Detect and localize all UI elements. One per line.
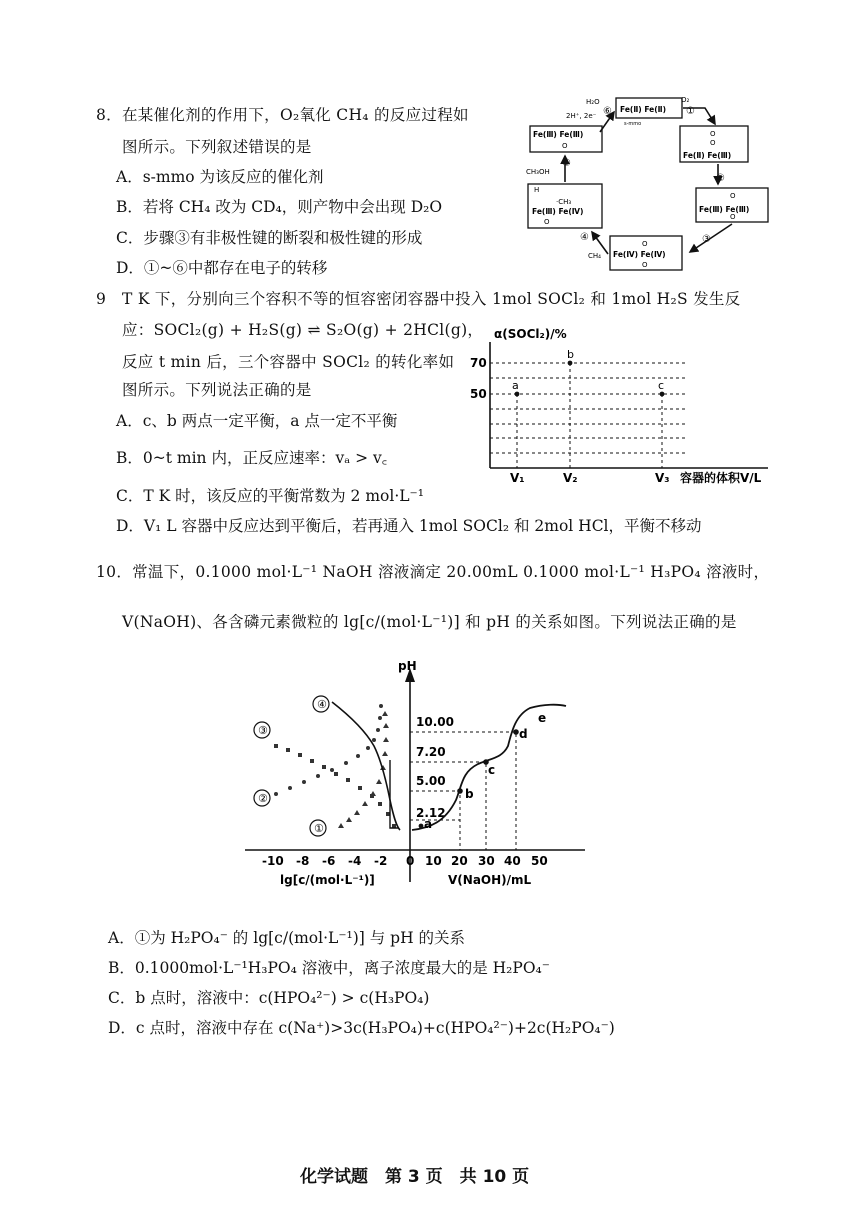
q9-ytick-70: 70 <box>470 356 487 370</box>
q10-option-d: D．c 点时，溶液中存在 c(Na⁺)>3c(H₃PO₄)+c(HPO₄²⁻)+2c(H₂PO₄⁻) <box>108 1019 615 1037</box>
step5-label: ⑤ <box>562 158 571 169</box>
xtick-neg10: -10 <box>262 854 284 868</box>
h2o-label: H₂O <box>586 98 600 106</box>
q10-option-b: B．0.1000mol·L⁻¹H₃PO₄ 溶液中，离子浓度最大的是 H₂PO₄⁻ <box>108 959 550 977</box>
svg-text:O: O <box>710 130 716 138</box>
curve-label-3: ③ <box>258 724 268 737</box>
q10-ylabel: pH <box>398 660 417 673</box>
q9-xtick-v3: V₃ <box>655 471 670 485</box>
titration-point-b <box>457 788 463 794</box>
titration-chart <box>240 660 600 890</box>
box5-label: Fe(Ⅲ) Fe(Ⅲ) <box>533 130 584 139</box>
xtick-50: 50 <box>531 854 548 868</box>
point-b-label: b <box>567 348 574 361</box>
point-a-label: a <box>512 379 519 392</box>
titration-point-a <box>419 824 424 829</box>
q9-option-d: D．V₁ L 容器中反应达到平衡后，若再通入 1mol SOCl₂ 和 2mol HCl，平衡不移动 <box>116 517 702 535</box>
q10-xlabel-left: lg[c/(mol·L⁻¹)] <box>280 873 375 887</box>
xtick-neg6: -6 <box>322 854 336 868</box>
conversion-chart <box>468 322 778 486</box>
svg-text:O: O <box>642 261 648 269</box>
curve-label-1: ① <box>314 822 324 835</box>
q9-ylabel: α(SOCl₂)/% <box>494 327 567 341</box>
q8-stem-line1: 8．在某催化剂的作用下，O₂氧化 CH₄ 的反应过程如 <box>96 106 469 124</box>
q9-stem-line2: 应：SOCl₂(g) + H₂S(g) ⇌ S₂O(g) + 2HCl(g)， <box>122 321 484 339</box>
q8-option-d: D．①~⑥中都存在电子的转移 <box>116 259 328 277</box>
box2-label: Fe(Ⅲ) Fe(Ⅲ) <box>699 205 750 214</box>
q9-stem-line3: 反应 t min 后，三个容器中 SOCl₂ 的转化率如 <box>122 353 455 371</box>
q9-stem-line4: 图所示。下列说法正确的是 <box>122 381 312 399</box>
point-b <box>568 361 573 366</box>
q9-option-a: A．c、b 两点一定平衡，a 点一定不平衡 <box>116 412 398 430</box>
q9-option-c: C．T K 时，该反应的平衡常数为 2 mol·L⁻¹ <box>116 487 424 505</box>
curve-label-4: ④ <box>317 698 327 711</box>
step2-label: ② <box>716 173 725 184</box>
q10-stem-line1: 10．常温下，0.1000 mol·L⁻¹ NaOH 溶液滴定 20.00mL 0.1000 mol·L⁻¹ H₃PO₄ 溶液时， <box>96 563 770 581</box>
q9-xlabel: 容器的体积V/L <box>680 471 762 485</box>
svg-text:O: O <box>730 192 736 200</box>
q8-stem-line2: 图所示。下列叙述错误的是 <box>122 138 312 156</box>
point-a <box>515 392 520 397</box>
q10-option-a: A．①为 H₂PO₄⁻ 的 lg[c/(mol·L⁻¹)] 与 pH 的关系 <box>108 929 466 947</box>
ch3-label: ·CH₃ <box>556 198 572 206</box>
svg-text:O: O <box>642 240 648 248</box>
curve-label-2: ② <box>258 792 268 805</box>
q9-ytick-50: 50 <box>470 387 487 401</box>
ytick-7-20: 7.20 <box>416 745 446 759</box>
xtick-40: 40 <box>504 854 521 868</box>
q9-stem-line1: 9 T K 下，分别向三个容积不等的恒容密闭容器中投入 1mol SOCl₂ 和 1mol H₂S 发生反 <box>96 290 741 308</box>
label-d: d <box>519 727 528 741</box>
xtick-neg8: -8 <box>296 854 310 868</box>
svg-text:O: O <box>710 139 716 147</box>
svg-text:H: H <box>534 186 540 194</box>
xtick-0: 0 <box>406 854 415 868</box>
ytick-10: 10.00 <box>416 715 454 729</box>
q9-xtick-v2: V₂ <box>563 471 578 485</box>
smmo-label: s-mmo <box>624 121 642 127</box>
ytick-5-00: 5.00 <box>416 774 446 788</box>
svg-text:O: O <box>730 213 736 221</box>
q10-xlabel-right: V(NaOH)/mL <box>448 873 532 887</box>
q8-option-a: A．s-mmo 为该反应的催化剂 <box>116 168 324 186</box>
label-e: e <box>538 711 547 725</box>
box4-label: Fe(Ⅲ) Fe(Ⅳ) <box>532 207 584 216</box>
xtick-neg4: -4 <box>348 854 362 868</box>
xtick-10: 10 <box>425 854 442 868</box>
q8-option-b: B．若将 CH₄ 改为 CD₄，则产物中会出现 D₂O <box>116 198 443 216</box>
box3-label: Fe(Ⅳ) Fe(Ⅳ) <box>613 250 666 259</box>
svg-text:O: O <box>562 142 568 150</box>
catalytic-cycle-diagram <box>520 92 790 282</box>
point-c-label: c <box>658 379 665 392</box>
label-a: a <box>424 817 433 831</box>
step4-label: ④ <box>580 232 589 243</box>
h-e-label: 2H⁺, 2e⁻ <box>566 112 597 120</box>
ch3oh-label: CH₃OH <box>526 168 550 176</box>
o2-label: O₂ <box>681 96 690 104</box>
point-c <box>660 392 665 397</box>
page-footer: 化学试题 第 3 页 共 10 页 <box>300 1167 530 1187</box>
xtick-20: 20 <box>451 854 468 868</box>
top-box-label: Fe(Ⅱ) Fe(Ⅱ) <box>620 105 667 114</box>
step3-label: ③ <box>702 234 711 245</box>
ytick-2-12: 2.12 <box>416 806 446 820</box>
q9-xtick-v1: V₁ <box>510 471 525 485</box>
step6-label: ⑥ <box>603 106 612 117</box>
label-b: b <box>465 787 474 801</box>
q10-stem-line2: V(NaOH)、各含磷元素微粒的 lg[c/(mol·L⁻¹)] 和 pH 的关系如图。下列说法正确的是 <box>122 613 737 631</box>
box1-label: Fe(Ⅱ) Fe(Ⅲ) <box>683 151 732 160</box>
q9-option-b: B．0~t min 内，正反应速率：vₐ > v꜀ <box>116 449 388 467</box>
q10-option-c: C．b 点时，溶液中：c(HPO₄²⁻) > c(H₃PO₄) <box>108 989 430 1007</box>
xtick-neg2: -2 <box>374 854 388 868</box>
label-c: c <box>488 763 496 777</box>
titration-point-d <box>513 729 519 735</box>
svg-text:O: O <box>544 218 550 226</box>
ch4-label: CH₄ <box>588 252 601 260</box>
q8-option-c: C．步骤③有非极性键的断裂和极性键的形成 <box>116 229 423 247</box>
step1-label: ① <box>686 106 695 117</box>
xtick-30: 30 <box>478 854 495 868</box>
